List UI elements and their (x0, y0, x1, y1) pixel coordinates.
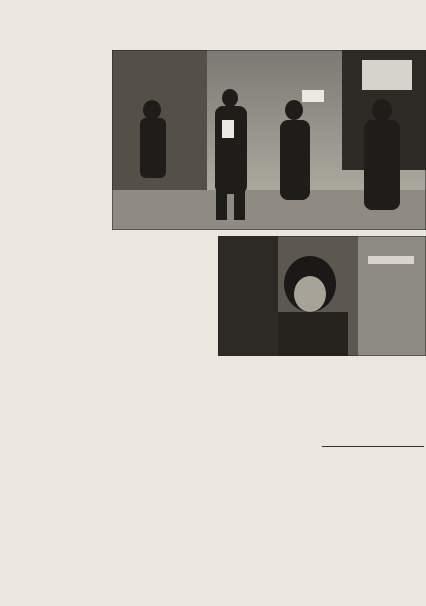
sidebar-caption (322, 506, 424, 604)
divider (322, 446, 424, 447)
photo-caption (322, 452, 424, 502)
article-column-2 (112, 236, 212, 604)
article-column-3 (218, 362, 318, 604)
photo-rescuers (112, 50, 426, 230)
photo-pilot (218, 236, 426, 356)
article-column-1 (3, 52, 107, 604)
photo-pilot-image (218, 236, 426, 356)
photo-rescuers-image (112, 50, 426, 230)
article-column-4 (322, 362, 424, 432)
